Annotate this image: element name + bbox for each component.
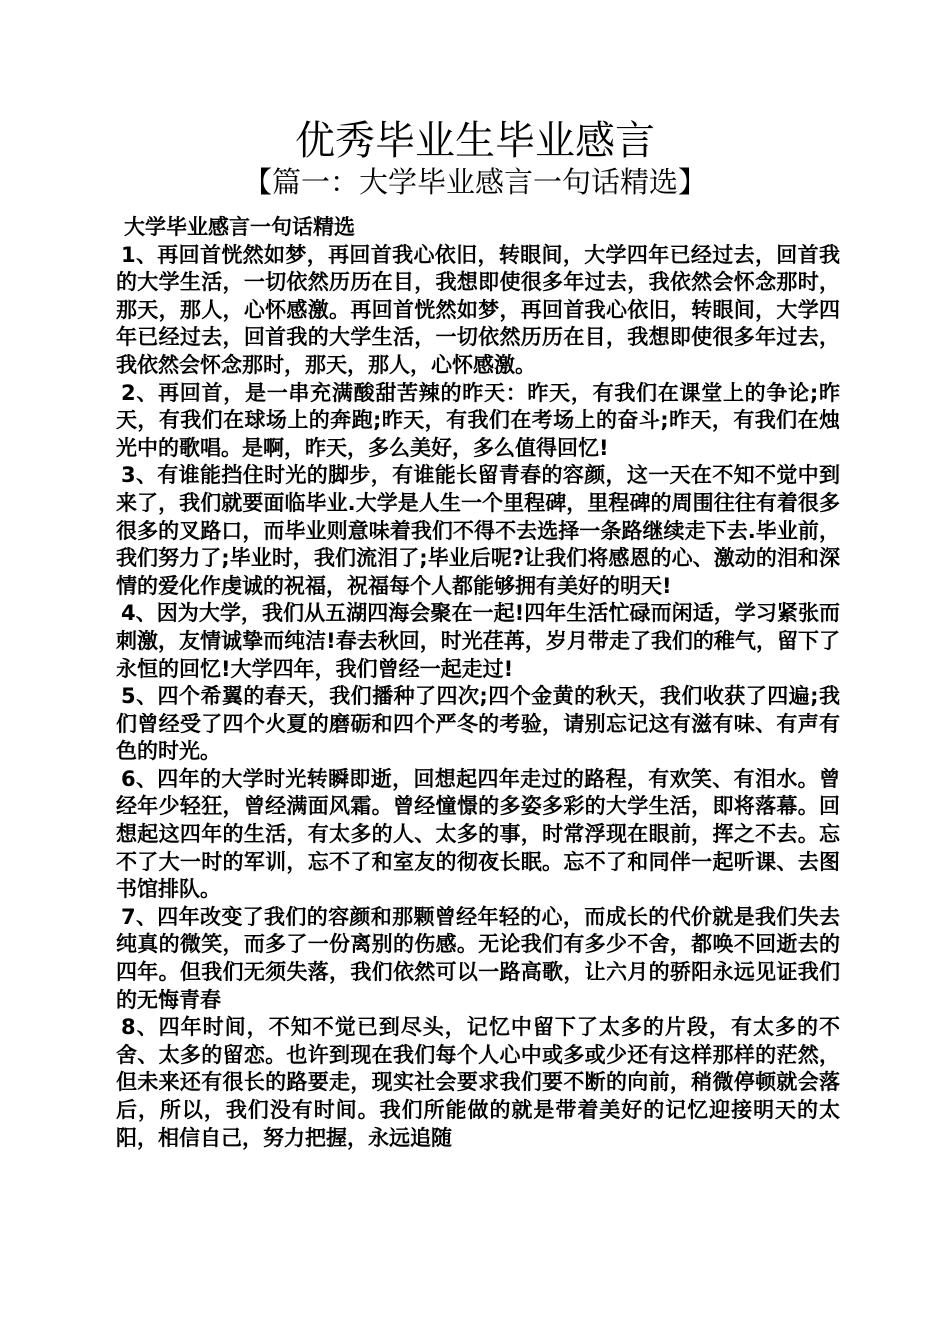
section-heading: 大学毕业感言一句话精选 [124, 215, 355, 239]
paragraph-2: 2、再回首，是一串充满酸甜苦辣的昨天：昨天，有我们在课堂上的争论;昨天，有我们在球场上的奔跑;昨天，有我们在考场上的奋斗;昨天，有我们在烛光中的歌唱。是啊，昨天，多么美好，多么值得回忆! [116, 380, 840, 460]
document-title: 优秀毕业生毕业感言 [295, 118, 655, 164]
document-body [116, 214, 840, 1152]
document-subtitle: 【篇一：大学毕业感言一句话精选】 [242, 165, 707, 199]
paragraph-8: 8、四年时间，不知不觉已到尽头，记忆中留下了太多的片段，有太多的不舍、太多的留恋。也许到现在我们每个人心中或多或少还有这样那样的茫然，但未来还有很长的路要走，现实社会要求我们要不断的向前，稍微停顿就会落后，所以，我们没有时间。我们所能做的就是带着美好的记忆迎接明天的太阳，相信自己，努力把握，永远追随 [116, 1015, 840, 1150]
paragraph-5: 5、四个希翼的春天，我们播种了四次;四个金黄的秋天，我们收获了四遍;我们曾经受了四个火夏的磨砺和四个严冬的考验，请别忘记这有滋有味、有声有色的时光。 [116, 684, 840, 764]
paragraph-7: 7、四年改变了我们的容颜和那颗曾经年轻的心，而成长的代价就是我们失去纯真的微笑，而多了一份离别的伤感。无论我们有多少不舍，都唤不回逝去的四年。但我们无须失落，我们依然可以一路高歌，让六月的骄阳永远见证我们的无悔青春 [116, 904, 840, 1012]
paragraph-4: 4、因为大学，我们从五湖四海会聚在一起!四年生活忙碌而闲适，学习紧张而刺激，友情诚挚而纯洁!春去秋回，时光荏苒，岁月带走了我们的稚气，留下了永恒的回忆!大学四年，我们曾经一起走过! [116, 601, 840, 681]
paragraph-3: 3、有谁能挡住时光的脚步，有谁能长留青春的容颜，这一天在不知不觉中到来了，我们就要面临毕业.大学是人生一个里程碑，里程碑的周围往往有着很多很多的叉路口，而毕业则意味着我们不得不去选择一条路继续走下去.毕业前，我们努力了;毕业时，我们流泪了;毕业后呢?让我们将感恩的心、激动的泪和深情的爱化作虔诚的祝福，祝福每个人都能够拥有美好的明天! [116, 463, 840, 598]
paragraph-1: 1、再回首恍然如梦，再回首我心依旧，转眼间，大学四年已经过去，回首我的大学生活，一切依然历历在目，我想即使很多年过去，我依然会怀念那时，那天，那人，心怀感激。再回首恍然如梦，再回首我心依旧，转眼间，大学四年已经过去，回首我的大学生活，一切依然历历在目，我想即使很多年过去，我依然会怀念那时，那天，那人，心怀感激。 [116, 242, 840, 377]
paragraph-6: 6、四年的大学时光转瞬即逝，回想起四年走过的路程，有欢笑、有泪水。曾经年少轻狂，曾经满面风霜。曾经憧憬的多姿多彩的大学生活，即将落幕。回想起这四年的生活，有太多的人、太多的事，时常浮现在眼前，挥之不去。忘不了大一时的军训，忘不了和室友的彻夜长眠。忘不了和同伴一起听课、去图书馆排队。 [116, 766, 840, 902]
